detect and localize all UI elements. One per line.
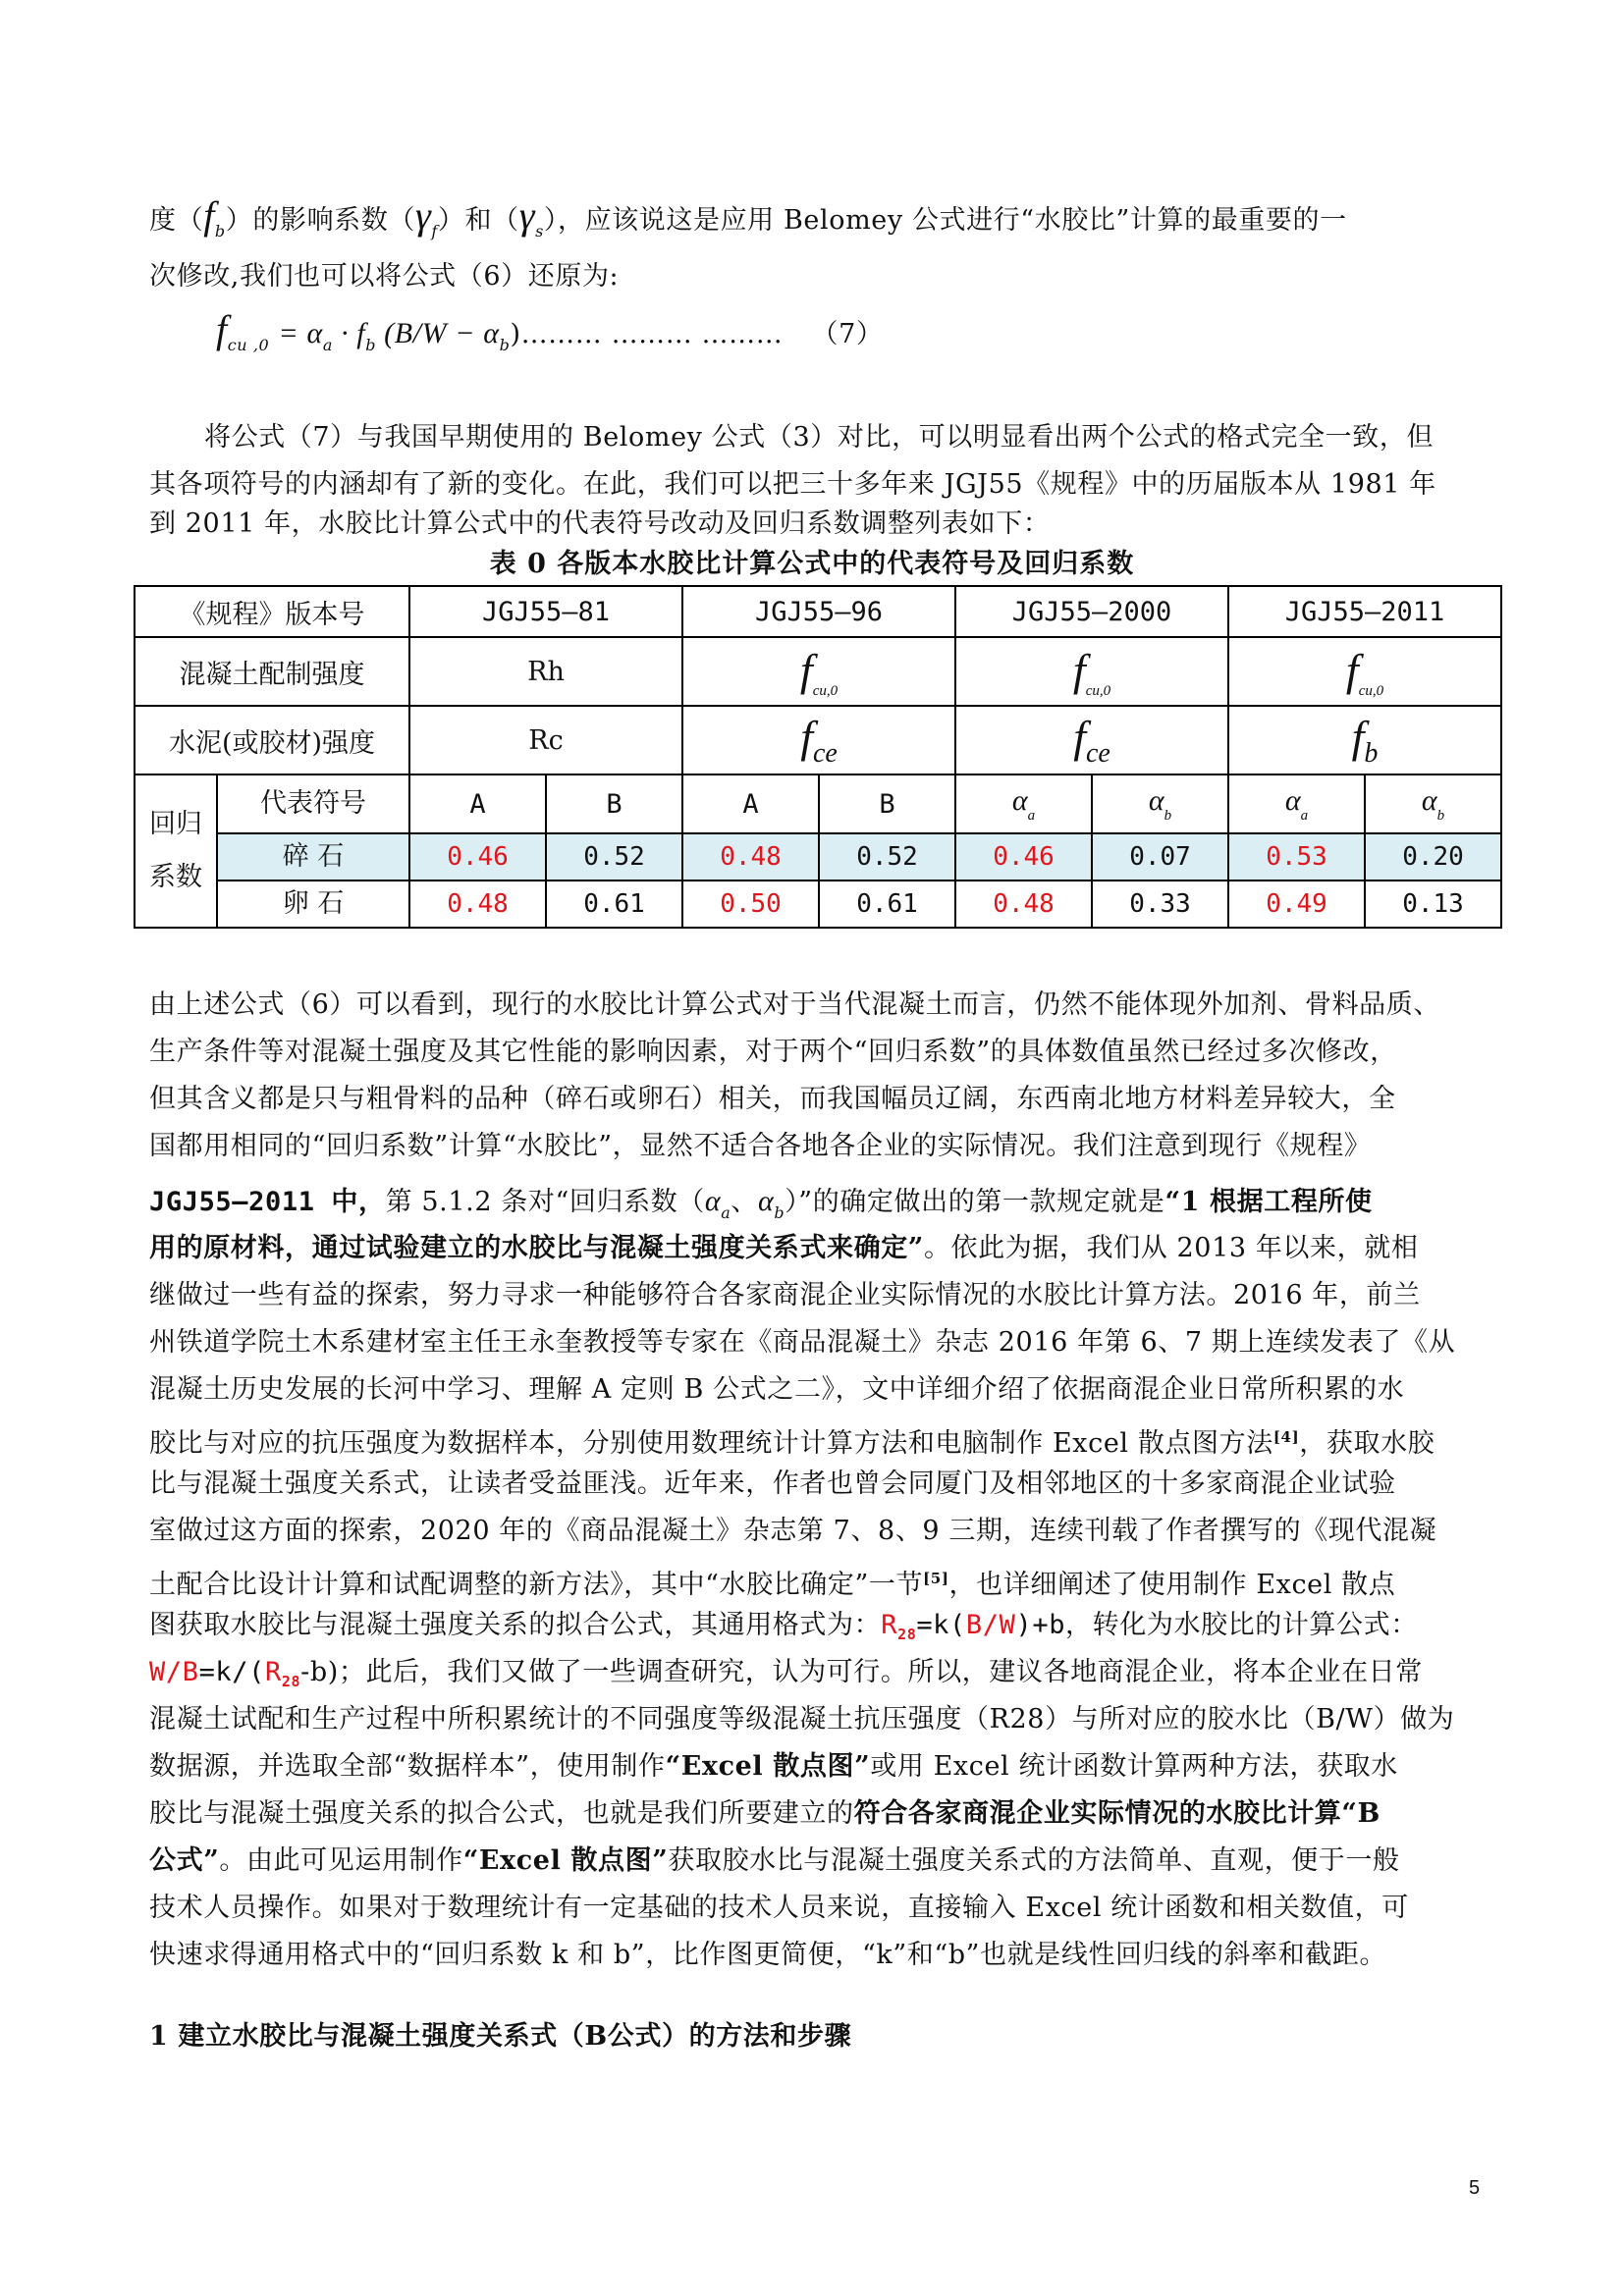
symbol-2000-a: $\alpha_a$ (955, 774, 1092, 833)
symbol-label: 代表符号 (218, 775, 408, 834)
header-2011: JGJ55—2011 (1228, 586, 1501, 637)
crushed-81-b: 0.52 (546, 833, 682, 881)
para2-line-18: 胶比与混凝土强度关系的拟合公式，也就是我们所要建立的符合各家商混企业实际情况的水胶比计算“B (149, 1798, 1380, 1829)
crushed-2011-b: 0.20 (1365, 833, 1501, 881)
pebble-label: 卵 石 (282, 888, 345, 919)
row-labels (218, 775, 408, 927)
formula-7: $f_{cu ,0} = \alpha_a \cdot f_b$ $(B/W - \alpha_b)\dots\dots\dots$ ……… ……… （7） (216, 307, 884, 354)
para2-line-3: 但其含义都是只与粗骨料的品种（碎石或卵石）相关，而我国幅员辽阔，东西南北地方材料差异较大，全 (149, 1084, 1396, 1114)
para2-line-16: 混凝土试配和生产过程中所积累统计的不同强度等级混凝土抗压强度（R28）与所对应的胶水比（B/W）做为 (149, 1704, 1455, 1735)
strength-label: 混凝土配制强度 (135, 637, 409, 706)
para2-line-11: 比与混凝土强度关系式，让读者受益匪浅。近年来，作者也曾会同厦门及相邻地区的十多家商混企业试验 (149, 1468, 1396, 1499)
para2-line-2: 生产条件等对混凝土强度及其它性能的影响因素，对于两个“回归系数”的具体数值虽然已经过多次修改， (149, 1037, 1397, 1067)
regression-label: 回归 系数 (135, 775, 218, 927)
header-version: 《规程》版本号 (135, 586, 409, 637)
cement-96: fce (682, 706, 955, 774)
strength-2000: $f_{cu,0}$ (955, 637, 1228, 706)
strength-96: $f_{cu,0}$ (682, 637, 955, 706)
page-number: 5 (1469, 2177, 1481, 2199)
crushed-2000-a: 0.46 (955, 833, 1092, 881)
crushed-96-b: 0.52 (819, 833, 955, 881)
para2-line-7: 继做过一些有益的探索，努力寻求一种能够符合各家商混企业实际情况的水胶比计算方法。2016 年，前兰 (149, 1280, 1421, 1310)
table-header-row (135, 586, 1501, 637)
crushed-2011-a: 0.53 (1228, 833, 1365, 881)
para2-line-20: 技术人员操作。如果对于数理统计有一定基础的技术人员来说，直接输入 Excel 统计函数和相关数值，可 (149, 1893, 1409, 1923)
section-heading: 1 建立水胶比与混凝土强度关系式（B公式）的方法和步骤 (149, 2021, 852, 2052)
pebble-96-b: 0.61 (819, 881, 955, 928)
strength-row (135, 637, 1501, 706)
symbol-row (135, 774, 1501, 833)
coefficient-table (134, 585, 1502, 929)
para2-line-5: JGJ55—2011 中，第 5.1.2 条对“回归系数（$\alpha_a$、$\alpha_b$）”的确定做出的第一款规定就是“1 根据工程所使 (149, 1185, 1373, 1222)
para2-line-14: 图获取水胶比与混凝土强度关系的拟合公式，其通用格式为：$R_{28}=k(B/W)+b$，转化为水胶比的计算公式： (149, 1610, 1418, 1643)
para2-line-19: 公式”。由此可见运用制作“Excel 散点图”获取胶水比与混凝土强度关系式的方法简单、直观，便于一般 (149, 1845, 1400, 1876)
symbol-2011-a: $\alpha_a$ (1228, 774, 1365, 833)
intro-line-1: 度$(f_b)$的影响系数$(\gamma_f)$和$(\gamma_s)$，应该说这是应用 Belomey 公式进行“水胶比”计算的最重要的一 (149, 193, 1347, 240)
para2-line-4: 国都用相同的“回归系数”计算“水胶比”，显然不适合各地各企业的实际情况。我们注意到现行《规程》 (149, 1131, 1372, 1161)
pebble-2000-a: 0.48 (955, 881, 1092, 928)
cement-row (135, 706, 1501, 774)
para2-line-6: 用的原材料，通过试验建立的水胶比与混凝土强度关系式来确定”。依此为据，我们从 2013 年以来，就相 (149, 1233, 1419, 1263)
para2-line-17: 数据源，并选取全部“数据样本”，使用制作“Excel 散点图”或用 Excel 统计函数计算两种方法，获取水 (149, 1751, 1398, 1782)
pebble-2011-b: 0.13 (1365, 881, 1501, 928)
header-81: JGJ55—81 (409, 586, 682, 637)
crushed-label: 碎 石 (218, 834, 408, 881)
cement-2000: fce (955, 706, 1228, 774)
crushed-2000-b: 0.07 (1092, 833, 1228, 881)
symbol-81-b: B (546, 774, 682, 833)
para2-line-12: 室做过这方面的探索，2020 年的《商品混凝土》杂志第 7、8、9 三期，连续刊载了作者撰写的《现代混凝 (149, 1516, 1437, 1546)
symbol-96-a: A (682, 774, 819, 833)
cement-2011: fb (1228, 706, 1501, 774)
crushed-81-a: 0.46 (409, 833, 546, 881)
pebble-81-a: 0.48 (409, 881, 546, 928)
para1-line-3: 到 2011 年，水胶比计算公式中的代表符号改动及回归系数调整列表如下： (149, 508, 1051, 539)
pebble-81-b: 0.61 (546, 881, 682, 928)
pebble-96-a: 0.50 (682, 881, 819, 928)
symbol-81-a: A (409, 774, 546, 833)
intro-line-2: 次修改,我们也可以将公式（6）还原为: (149, 261, 620, 292)
strength-2011: $f_{cu,0}$ (1228, 637, 1501, 706)
para2-line-9: 混凝土历史发展的长河中学习、理解 A 定则 B 公式之二》，文中详细介绍了依据商混企业日常所积累的水 (149, 1374, 1405, 1405)
regression-block (135, 774, 409, 928)
cement-81: Rc (409, 706, 682, 774)
para2-line-8: 州铁道学院土木系建材室主任王永奎教授等专家在《商品混凝土》杂志 2016 年第 6、7 期上连续发表了《从 (149, 1327, 1456, 1358)
header-96: JGJ55—96 (682, 586, 955, 637)
para1-line-2: 其各项符号的内涵却有了新的变化。在此，我们可以把三十多年来 JGJ55《规程》中的历届版本从 1981 年 (149, 469, 1436, 500)
symbol-96-b: B (819, 774, 955, 833)
cement-label: 水泥(或胶材)强度 (135, 706, 409, 774)
para1-line-1: 将公式（7）与我国早期使用的 Belomey 公式（3）对比，可以明显看出两个公式的格式完全一致，但 (204, 422, 1435, 453)
header-2000: JGJ55—2000 (955, 586, 1228, 637)
table-caption: 表 0 各版本水胶比计算公式中的代表符号及回归系数 (489, 549, 1135, 579)
pebble-2000-b: 0.33 (1092, 881, 1228, 928)
pebble-2011-a: 0.49 (1228, 881, 1365, 928)
para2-line-13: 土配合比设计计算和试配调整的新方法》，其中“水胶比确定”一节[5]，也详细阐述了使用制作 Excel 散点 (149, 1570, 1396, 1600)
crushed-96-a: 0.48 (682, 833, 819, 881)
symbol-2000-b: $\alpha_b$ (1092, 774, 1228, 833)
para2-line-15: $W/B=k/(R_{28}-b)$；此后，我们又做了一些调查研究，认为可行。所以，建议各地商混企业，将本企业在日常 (149, 1657, 1423, 1690)
strength-81: Rh (409, 637, 682, 706)
para2-line-10: 胶比与对应的抗压强度为数据样本，分别使用数理统计计算方法和电脑制作 Excel 散点图方法[4]，获取水胶 (149, 1428, 1435, 1459)
symbol-2011-b: $\alpha_b$ (1365, 774, 1501, 833)
para2-line-21: 快速求得通用格式中的“回归系数 k 和 b”，比作图更简便，“k”和“b”也就是线性回归线的斜率和截距。 (149, 1940, 1387, 1970)
para2-line-1: 由上述公式（6）可以看到，现行的水胶比计算公式对于当代混凝土而言，仍然不能体现外加剂、骨料品质、 (149, 989, 1440, 1020)
